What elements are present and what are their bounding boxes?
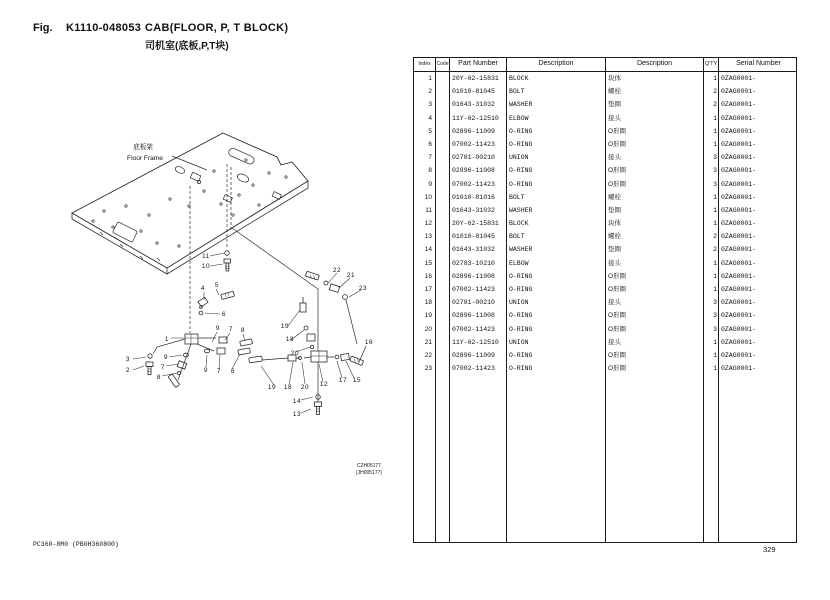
washer-3-glyph (148, 354, 152, 358)
callout-number: 8 (156, 374, 162, 381)
cell-qty: 1 (704, 257, 719, 270)
cell-serial: 0ZAG0001- (721, 114, 757, 122)
union-21-group (305, 271, 319, 280)
cell-index: 12 (414, 217, 436, 230)
cell-serial: 0ZAG0001- (721, 272, 757, 280)
cell-desc-en: O-RING (507, 125, 606, 138)
union-7-glyph (219, 337, 227, 343)
part-glyphs (146, 251, 364, 415)
bolt-2-glyph (146, 362, 153, 375)
union-7-glyph (217, 348, 225, 354)
cell-desc-en: ELBOW (507, 257, 606, 270)
cell-code (436, 309, 450, 322)
washer-11-glyph (225, 251, 230, 256)
cell-code (436, 85, 450, 98)
callout-number: 20 (300, 384, 310, 391)
cell-code (436, 125, 450, 138)
cell-part: 02896-11009 (450, 349, 507, 362)
cell-index: 19 (414, 309, 436, 322)
callout-number: 22 (332, 267, 342, 274)
table-row (414, 138, 796, 151)
callout-number: 8 (240, 327, 246, 334)
cell-code (436, 336, 450, 349)
cell-part: 20Y-62-15831 (450, 217, 507, 230)
callout-number: 18 (285, 336, 295, 343)
cell-code (436, 296, 450, 309)
cell-serial: 0ZAG0001- (721, 140, 757, 148)
figure-label: Fig. (33, 22, 53, 34)
cell-code (436, 270, 450, 283)
cell-desc-en: O-RING (507, 178, 606, 191)
cell-index: 8 (414, 164, 436, 177)
cell-part: 07002-11423 (450, 178, 507, 191)
cell-desc-cn: O形圈 (606, 138, 704, 151)
union-19-glyph (300, 297, 306, 312)
elbow-15-glyph (341, 353, 350, 360)
assembly-lines (153, 156, 366, 402)
cell-desc-en: O-RING (507, 309, 606, 322)
table-row (414, 85, 796, 98)
cell-serial: 0ZAG0001- (721, 246, 757, 254)
cell-index: 20 (414, 323, 436, 336)
cell-desc-en: O-RING (507, 349, 606, 362)
cell-code (436, 98, 450, 111)
cell-part: 01010-81045 (450, 230, 507, 243)
cell-serial: 0ZAG0001- (721, 286, 757, 293)
table-row (414, 349, 796, 362)
cell-index: 1 (414, 72, 436, 85)
plug-glyph (168, 374, 180, 388)
cell-desc-cn: 接头 (606, 336, 704, 349)
callout-numbers (126, 253, 373, 418)
block-1-glyph (185, 334, 198, 344)
callout-number: 6 (221, 311, 227, 318)
callout-number: 7 (216, 368, 222, 375)
cell-code (436, 112, 450, 125)
cell-code (436, 178, 450, 191)
cell-serial: 0ZAG0001- (721, 154, 757, 162)
cell-qty: 3 (704, 151, 719, 164)
cell-code (436, 191, 450, 204)
callout-number: 23 (358, 285, 368, 292)
cell-desc-en: BOLT (507, 85, 606, 98)
parts-table-body (414, 72, 796, 375)
cell-qty: 3 (704, 323, 719, 336)
oring-23-glyph (343, 295, 348, 300)
cell-index: 21 (414, 336, 436, 349)
cell-qty: 1 (704, 283, 719, 296)
cell-index: 18 (414, 296, 436, 309)
callout-leader-lines (133, 253, 361, 413)
header-qty: Q'TY (704, 58, 719, 71)
header-index: Index (414, 58, 436, 71)
cell-part: 01643-31032 (450, 204, 507, 217)
cell-desc-en: WASHER (507, 204, 606, 217)
header-part-number: Part Number (450, 58, 507, 71)
cell-desc-en: UNION (507, 151, 606, 164)
cell-desc-en: WASHER (507, 243, 606, 256)
cell-index: 2 (414, 85, 436, 98)
cell-code (436, 217, 450, 230)
cell-desc-en: O-RING (507, 323, 606, 336)
union-21-glyph (329, 284, 339, 292)
cell-code (436, 243, 450, 256)
oring-18-glyph (304, 326, 308, 330)
cell-desc-en: BOLT (507, 191, 606, 204)
callout-number: 17 (338, 377, 348, 384)
cell-serial: 0ZAG0001- (721, 75, 757, 82)
cell-desc-en: O-RING (507, 362, 606, 375)
callout-number: 19 (267, 384, 277, 391)
cell-qty: 1 (704, 204, 719, 217)
plug-8-glyph (238, 348, 251, 355)
cell-index: 4 (414, 112, 436, 125)
frame-label-cn: 底板架 (133, 144, 153, 151)
cell-desc-cn: O形圈 (606, 164, 704, 177)
cell-qty: 3 (704, 164, 719, 177)
cell-code (436, 204, 450, 217)
callout-number: 9 (203, 367, 209, 374)
cell-part: 20Y-62-15831 (450, 72, 507, 85)
cell-part: 07002-11423 (450, 323, 507, 336)
cell-qty: 1 (704, 125, 719, 138)
table-row (414, 270, 796, 283)
cell-serial: 0ZAG0001- (721, 233, 757, 241)
parts-table-filler (414, 375, 796, 542)
callout-number: 15 (352, 377, 362, 384)
cell-desc-cn: O形圈 (606, 349, 704, 362)
cell-part: 01643-31032 (450, 98, 507, 111)
cell-desc-cn: 接头 (606, 296, 704, 309)
cell-code (436, 230, 450, 243)
cell-qty: 1 (704, 72, 719, 85)
callout-number: 2 (125, 367, 131, 374)
cell-desc-en: UNION (507, 296, 606, 309)
cell-desc-en: O-RING (507, 164, 606, 177)
block-12-glyph (311, 351, 327, 362)
cell-qty: 2 (704, 243, 719, 256)
cell-desc-cn: 接头 (606, 151, 704, 164)
table-row (414, 257, 796, 270)
table-row (414, 336, 796, 349)
cell-desc-cn: O形圈 (606, 283, 704, 296)
cell-desc-cn: O形圈 (606, 309, 704, 322)
cell-index: 5 (414, 125, 436, 138)
floor-frame-details (92, 147, 287, 261)
cell-part: 02781-00210 (450, 296, 507, 309)
table-row (414, 98, 796, 111)
cell-index: 7 (414, 151, 436, 164)
cell-code (436, 138, 450, 151)
cell-serial: 0ZAG0001- (721, 259, 757, 267)
plug-8-glyph (240, 339, 253, 346)
cell-qty: 1 (704, 138, 719, 151)
cell-index: 15 (414, 257, 436, 270)
cell-part: 11Y-62-12510 (450, 336, 507, 349)
cell-serial: 0ZAG0001- (721, 365, 757, 373)
callout-number: 21 (346, 272, 356, 279)
table-row (414, 204, 796, 217)
header-serial-number: Serial Number (736, 60, 781, 67)
callout-number: 16 (364, 339, 374, 346)
callout-number: 14 (292, 398, 302, 405)
union-18-glyph (307, 334, 315, 341)
cell-qty: 3 (704, 178, 719, 191)
parts-table (413, 57, 797, 543)
table-row (414, 112, 796, 125)
oring-9-glyph (204, 349, 209, 353)
oring-5-glyph (221, 291, 235, 299)
table-row (414, 243, 796, 256)
cell-part: 02896-11008 (450, 270, 507, 283)
cell-code (436, 349, 450, 362)
cell-serial: 0ZAG0001- (721, 312, 757, 320)
callout-number: 7 (160, 364, 166, 371)
header-code: Code (436, 58, 450, 71)
table-row (414, 309, 796, 322)
oring-17-glyph (335, 355, 339, 359)
callout-number: 18 (283, 384, 293, 391)
cell-index: 10 (414, 191, 436, 204)
table-row (414, 217, 796, 230)
figure-title: CAB(FLOOR, P, T BLOCK) (145, 22, 289, 34)
footer-page-number: 329 (763, 545, 776, 554)
oring-6-glyph (199, 311, 203, 315)
cell-part: 01643-31032 (450, 243, 507, 256)
callout-number: 8 (230, 368, 236, 375)
cell-qty: 1 (704, 217, 719, 230)
cell-code (436, 257, 450, 270)
callout-number: 13 (292, 411, 302, 418)
cell-qty: 1 (704, 191, 719, 204)
cell-desc-en: WASHER (507, 98, 606, 111)
bolt-13-glyph (315, 402, 322, 415)
cell-desc-cn: 块体 (606, 217, 704, 230)
cell-qty: 1 (704, 362, 719, 375)
drawing-code: C2H05177 (357, 463, 381, 469)
cell-desc-cn: O形圈 (606, 323, 704, 336)
cell-desc-en: BLOCK (507, 72, 606, 85)
cell-desc-cn: O形圈 (606, 270, 704, 283)
cell-qty: 2 (704, 85, 719, 98)
cell-index: 22 (414, 349, 436, 362)
cell-serial: 0ZAG0001- (721, 193, 757, 201)
table-row (414, 72, 796, 85)
callout-number: 20 (290, 350, 300, 357)
cell-qty: 1 (704, 270, 719, 283)
cell-desc-cn: 垫圈 (606, 204, 704, 217)
cell-code (436, 283, 450, 296)
cell-desc-en: BOLT (507, 230, 606, 243)
callout-number: 11 (202, 253, 210, 260)
cell-serial: 0ZAG0001- (721, 338, 757, 346)
cell-serial: 0ZAG0001- (721, 220, 757, 228)
table-row (414, 164, 796, 177)
cell-code (436, 151, 450, 164)
callout-number: 3 (125, 356, 131, 363)
cell-desc-cn: O形圈 (606, 362, 704, 375)
cell-index: 11 (414, 204, 436, 217)
footer-model-code: PC360-8M0 (PB0H360800) (33, 541, 119, 548)
cell-qty: 1 (704, 349, 719, 362)
cell-part: 02896-11008 (450, 309, 507, 322)
callout-number: 4 (200, 285, 206, 292)
cell-part: 01010-81016 (450, 191, 507, 204)
cell-desc-cn: 垫圈 (606, 98, 704, 111)
parts-table-header (414, 58, 796, 72)
table-row (414, 230, 796, 243)
cell-desc-en: BLOCK (507, 217, 606, 230)
cell-qty: 1 (704, 336, 719, 349)
cell-serial: 0ZAG0001- (721, 325, 757, 333)
cell-part: 07002-11423 (450, 138, 507, 151)
cell-part: 02896-11009 (450, 125, 507, 138)
dashed-leader-lines (190, 164, 234, 333)
cell-serial: 0ZAG0001- (721, 180, 757, 188)
cell-serial: 0ZAG0001- (721, 167, 757, 175)
cell-desc-cn: 螺栓 (606, 85, 704, 98)
cell-index: 9 (414, 178, 436, 191)
bolt-10-glyph (224, 259, 231, 271)
table-row (414, 125, 796, 138)
cell-index: 16 (414, 270, 436, 283)
table-row (414, 151, 796, 164)
cell-desc-cn: 接头 (606, 257, 704, 270)
callout-number: 12 (319, 381, 329, 388)
oring-22-glyph (324, 281, 328, 285)
cell-qty: 3 (704, 296, 719, 309)
plug-glyph (249, 356, 263, 363)
cell-serial: 0ZAG0001- (721, 351, 757, 359)
union-7-glyph (177, 361, 187, 369)
elbow-4-glyph (198, 297, 208, 308)
cell-desc-cn: 螺栓 (606, 230, 704, 243)
cell-serial: 0ZAG0001- (721, 88, 757, 96)
cell-code (436, 164, 450, 177)
header-description-cn: Description (606, 58, 704, 71)
cell-qty: 2 (704, 98, 719, 111)
cell-desc-cn: 块体 (606, 72, 704, 85)
plug-16-glyph (350, 356, 364, 366)
cell-serial: 0ZAG0001- (721, 127, 757, 135)
callout-number: 5 (214, 282, 220, 289)
cell-serial: 0ZAG0001- (721, 101, 757, 109)
frame-label-en: Floor Frame (127, 155, 163, 162)
cell-desc-en: UNION (507, 336, 606, 349)
cell-index: 3 (414, 98, 436, 111)
cell-desc-en: ELBOW (507, 112, 606, 125)
cell-part: 07002-11423 (450, 283, 507, 296)
drawing-code-alt: (JH005177) (355, 470, 383, 476)
cell-desc-cn: O形圈 (606, 178, 704, 191)
table-row (414, 362, 796, 375)
table-row (414, 323, 796, 336)
callout-number: 1 (164, 336, 170, 343)
cell-code (436, 323, 450, 336)
callout-number: 9 (163, 354, 169, 361)
table-row (414, 283, 796, 296)
cell-index: 14 (414, 243, 436, 256)
cell-qty: 2 (704, 230, 719, 243)
callout-number: 10 (201, 263, 211, 270)
figure-subtitle-cn: 司机室(底板,P,T块) (145, 41, 229, 52)
cell-code (436, 362, 450, 375)
cell-desc-en: O-RING (507, 283, 606, 296)
cell-desc-en: O-RING (507, 270, 606, 283)
oring-9-glyph (183, 353, 188, 357)
callout-number: 9 (215, 325, 221, 332)
cell-serial: 0ZAG0001- (721, 299, 757, 307)
cell-desc-cn: 接头 (606, 112, 704, 125)
cell-serial: 0ZAG0001- (721, 206, 757, 214)
cell-part: 02781-00210 (450, 151, 507, 164)
cell-qty: 1 (704, 112, 719, 125)
cell-part: 02783-10210 (450, 257, 507, 270)
cell-index: 13 (414, 230, 436, 243)
cell-part: 11Y-62-12510 (450, 112, 507, 125)
oring-20-glyph (310, 345, 313, 348)
header-description-en: Description (507, 58, 606, 71)
cell-part: 07002-11423 (450, 362, 507, 375)
cell-index: 17 (414, 283, 436, 296)
cell-desc-cn: 螺栓 (606, 191, 704, 204)
table-row (414, 178, 796, 191)
cell-desc-cn: 垫圈 (606, 243, 704, 256)
callout-number: 7 (228, 326, 234, 333)
cell-desc-cn: O形圈 (606, 125, 704, 138)
parts-diagram (55, 110, 420, 505)
callout-number: 19 (280, 323, 290, 330)
cell-index: 6 (414, 138, 436, 151)
cell-code (436, 72, 450, 85)
figure-number: K1110-048053 (66, 22, 142, 34)
cell-desc-en: O-RING (507, 138, 606, 151)
table-row (414, 191, 796, 204)
cell-part: 02896-11008 (450, 164, 507, 177)
cell-index: 23 (414, 362, 436, 375)
cell-qty: 3 (704, 309, 719, 322)
table-row (414, 296, 796, 309)
cell-part: 01010-81045 (450, 85, 507, 98)
